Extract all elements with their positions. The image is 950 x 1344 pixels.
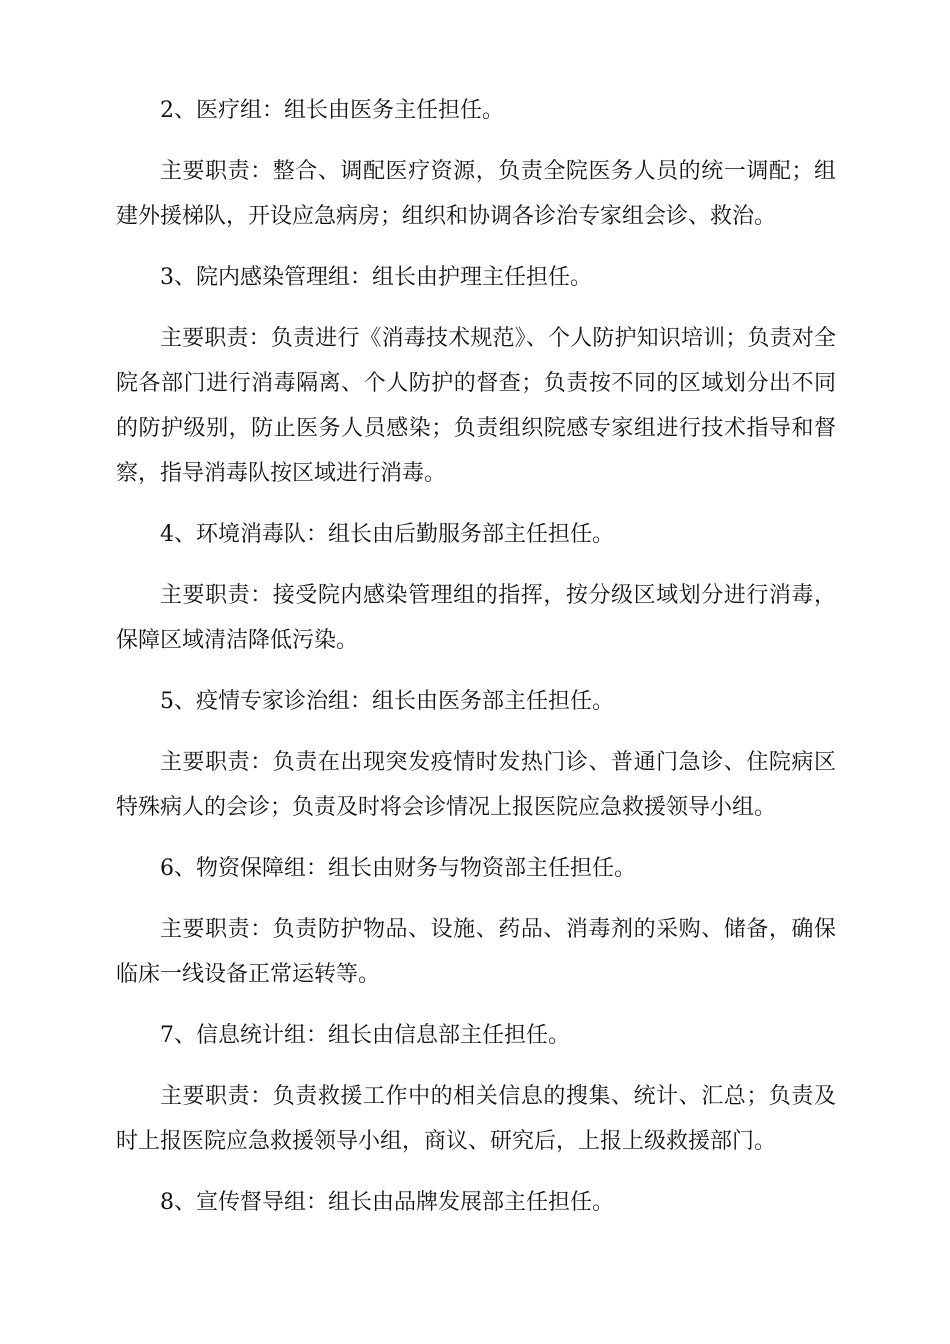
section-heading-expert-treatment-group: 5、疫情专家诊治组：组长由医务部主任担任。 [160, 689, 614, 714]
section-duties-medical-group: 主要职责：整合、调配医疗资源，负责全院医务人员的统一调配；组建外援梯队，开设应急病房；组织和协调各诊治专家组会诊、救治。 [116, 159, 836, 229]
section-heading-infection-control-group: 3、院内感染管理组：组长由护理主任担任。 [160, 265, 592, 290]
section-heading-medical-group: 2、医疗组：组长由医务主任担任。 [160, 98, 504, 123]
section-duties-infection-control-group: 主要职责：负责进行《消毒技术规范》、个人防护知识培训；负责对全院各部门进行消毒隔离、个人防护的督查；负责按不同的区域划分出不同的防护级别，防止医务人员感染；负责组织院感专家组进行技术指导和督察，指导消毒队按区域进行消毒。 [116, 326, 836, 486]
section-heading-disinfection-team: 4、环境消毒队：组长由后勤服务部主任担任。 [160, 522, 614, 547]
section-heading-statistics-group: 7、信息统计组：组长由信息部主任担任。 [160, 1023, 570, 1048]
section-duties-statistics-group: 主要职责：负责救援工作中的相关信息的搜集、统计、汇总；负责及时上报医院应急救援领导小组，商议、研究后，上报上级救援部门。 [116, 1084, 836, 1154]
section-heading-supplies-group: 6、物资保障组：组长由财务与物资部主任担任。 [160, 856, 636, 881]
document-body [116, 88, 836, 1241]
section-duties-supplies-group: 主要职责：负责防护物品、设施、药品、消毒剂的采购、储备，确保临床一线设备正常运转等。 [116, 917, 836, 987]
section-duties-disinfection-team: 主要职责：接受院内感染管理组的指挥，按分级区域划分进行消毒，保障区域清洁降低污染。 [116, 583, 836, 653]
section-heading-publicity-group: 8、宣传督导组：组长由品牌发展部主任担任。 [160, 1190, 614, 1215]
section-duties-expert-treatment-group: 主要职责：负责在出现突发疫情时发热门诊、普通门急诊、住院病区特殊病人的会诊；负责及时将会诊情况上报医院应急救援领导小组。 [116, 750, 836, 820]
